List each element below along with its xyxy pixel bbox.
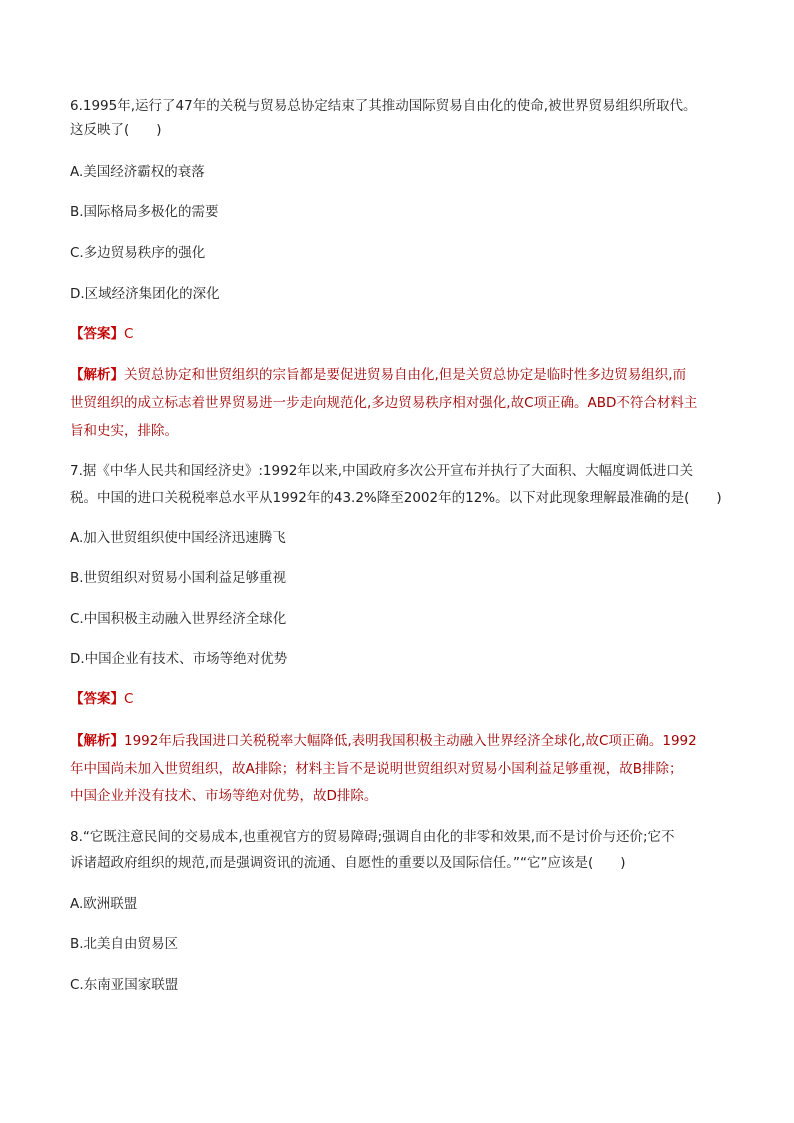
answer-value: C bbox=[124, 691, 134, 707]
q6-stem-line1: 6.1995年,运行了47年的关税与贸易总协定结束了其推动国际贸易自由化的使命,被世界贸易组织所取代。 bbox=[70, 98, 697, 114]
answer-label: 【答案】 bbox=[70, 691, 124, 707]
q6-explanation-line2: 世贸组织的成立标志着世界贸易进一步走向规范化,多边贸易秩序相对强化,故C项正确。ABD不符合材料主 bbox=[70, 395, 698, 411]
q6-explanation-line1 bbox=[70, 365, 686, 385]
q8-option-a: A.欧洲联盟 bbox=[70, 896, 138, 912]
q7-answer bbox=[70, 689, 133, 709]
explanation-label: 【解析】 bbox=[70, 367, 124, 383]
q8-option-c: C.东南亚国家联盟 bbox=[70, 977, 179, 993]
q6-option-a: A.美国经济霸权的衰落 bbox=[70, 164, 205, 180]
explanation-text: 1992年后我国进口关税税率大幅降低,表明我国积极主动融入世界经济全球化,故C项正确。1992 bbox=[124, 733, 697, 749]
answer-label: 【答案】 bbox=[70, 326, 124, 342]
q6-option-b: B.国际格局多极化的需要 bbox=[70, 204, 219, 220]
q6-answer bbox=[70, 324, 133, 344]
q7-explanation-line1 bbox=[70, 731, 697, 751]
q6-option-c: C.多边贸易秩序的强化 bbox=[70, 245, 206, 261]
q7-stem-line2: 税。中国的进口关税税率总水平从1992年的43.2%降至2002年的12%。以下对此现象理解最准确的是( ) bbox=[70, 490, 722, 506]
q7-option-b: B.世贸组织对贸易小国利益足够重视 bbox=[70, 570, 287, 586]
q7-stem-line1: 7.据《中华人民共和国经济史》:1992年以来,中国政府多次公开宣布并执行了大面积、大幅度调低进口关 bbox=[70, 463, 694, 479]
q7-explanation-line2: 年中国尚未加入世贸组织，故A排除；材料主旨不是说明世贸组织对贸易小国利益足够重视，故B排除； bbox=[70, 761, 683, 777]
q7-option-d: D.中国企业有技术、市场等绝对优势 bbox=[70, 651, 288, 667]
q8-option-b: B.北美自由贸易区 bbox=[70, 936, 179, 952]
q7-option-a: A.加入世贸组织使中国经济迅速腾飞 bbox=[70, 530, 286, 546]
explanation-label: 【解析】 bbox=[70, 733, 124, 749]
explanation-text: 关贸总协定和世贸组织的宗旨都是要促进贸易自由化,但是关贸总协定是临时性多边贸易组织,而 bbox=[124, 367, 687, 383]
q6-explanation-line3: 旨和史实，排除。 bbox=[70, 423, 178, 439]
answer-value: C bbox=[124, 326, 134, 342]
q8-stem-line2: 诉诸超政府组织的规范,而是强调资讯的流通、自愿性的重要以及国际信任。”“它”应该是( ) bbox=[70, 855, 626, 871]
q7-option-c: C.中国积极主动融入世界经济全球化 bbox=[70, 611, 287, 627]
q8-stem-line1: 8.“它既注意民间的交易成本,也重视官方的贸易障碍;强调自由化的非零和效果,而不是讨价与还价;它不 bbox=[70, 829, 675, 845]
q6-option-d: D.区域经济集团化的深化 bbox=[70, 286, 220, 302]
q6-stem-line2: 这反映了( ) bbox=[70, 122, 162, 138]
q7-explanation-line3: 中国企业并没有技术、市场等绝对优势，故D排除。 bbox=[70, 788, 378, 804]
